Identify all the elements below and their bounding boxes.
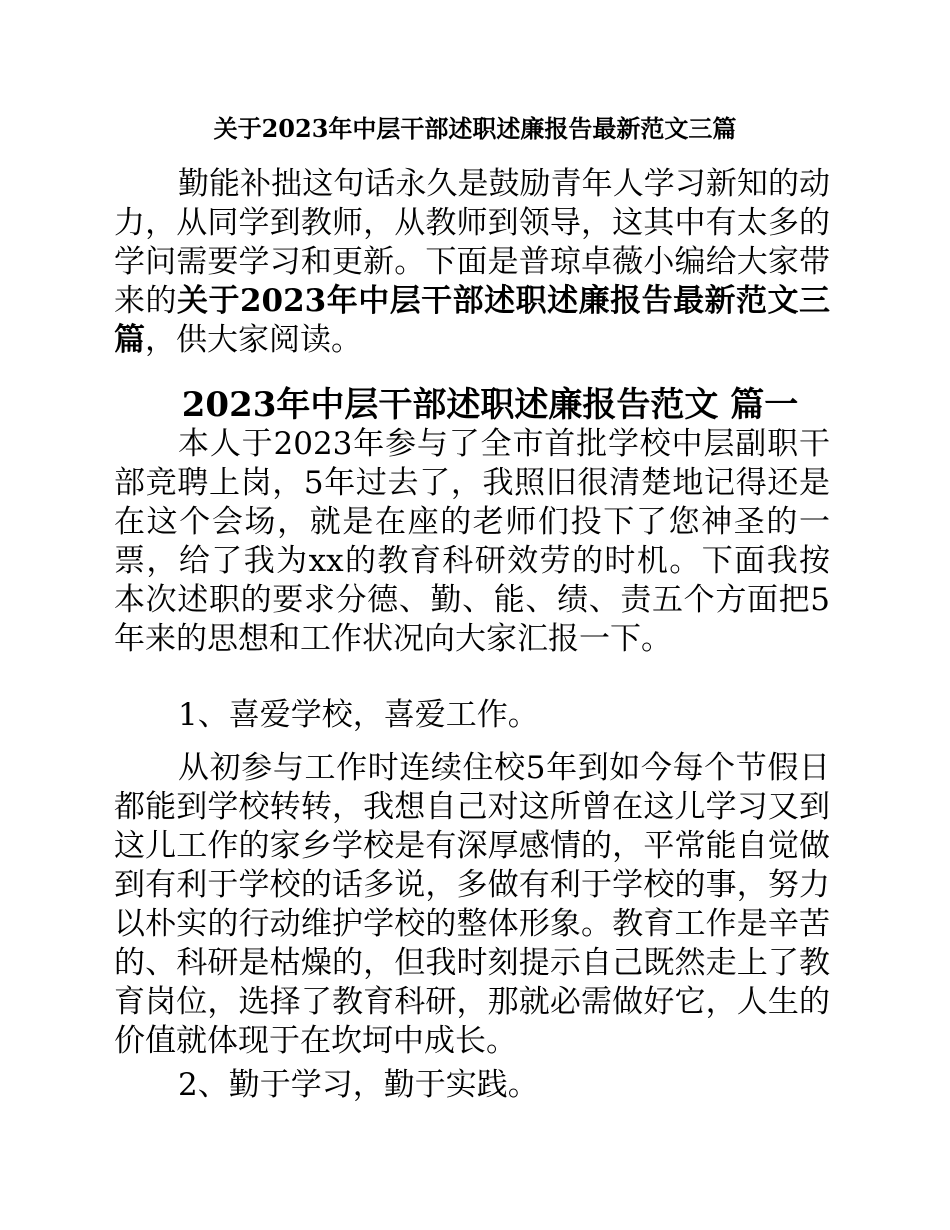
body-paragraph-2: 从初参与工作时连续住校5年到如今每个节假日都能到学校转转，我想自己对这所曾在这儿学习又到这儿工作的家乡学校是有深厚感情的，平常能自觉做到有利于学校的话多说，多做有利于学校的事，努力以朴实的行动维护学校的整体形象。教育工作是辛苦的、科研是枯燥的，但我时刻提示自己既然走上了教育岗位，选择了教育科研，那就必需做好它，人生的价值就体现于在坎坷中成长。 [114,750,830,1059]
intro-text-after: ，供大家阅读。 [145,322,362,358]
body-paragraph-1: 本人于2023年参与了全市首批学校中层副职干部竞聘上岗，5年过去了，我照旧很清楚地记得还是在这个会场，就是在座的老师们投下了您神圣的一票，给了我为xx的教育科研效劳的时机。下面我按本次述职的要求分德、勤、能、绩、责五个方面把5年来的思想和工作状况向大家汇报一下。 [114,426,830,657]
document-title: 关于2023年中层干部述职述廉报告最新范文三篇 [213,114,737,143]
list-item-1: 1、喜爱学校，喜爱工作。 [178,697,539,733]
section-heading: 2023年中层干部述职述廉报告范文 篇一 [181,385,799,425]
intro-bold-title: 关于2023年中层干部述职述廉报告最新范文三篇 [114,283,831,358]
intro-text-before: 勤能补拙这句话永久是鼓励青年人学习新知的动力，从同学到教师，从教师到领导，这其中有太多的学问需要学习和更新。下面是普琼卓薇小编给大家带来的 [114,166,830,319]
list-item-2: 2、勤于学习，勤于实践。 [178,1067,539,1103]
intro-paragraph [114,165,830,360]
